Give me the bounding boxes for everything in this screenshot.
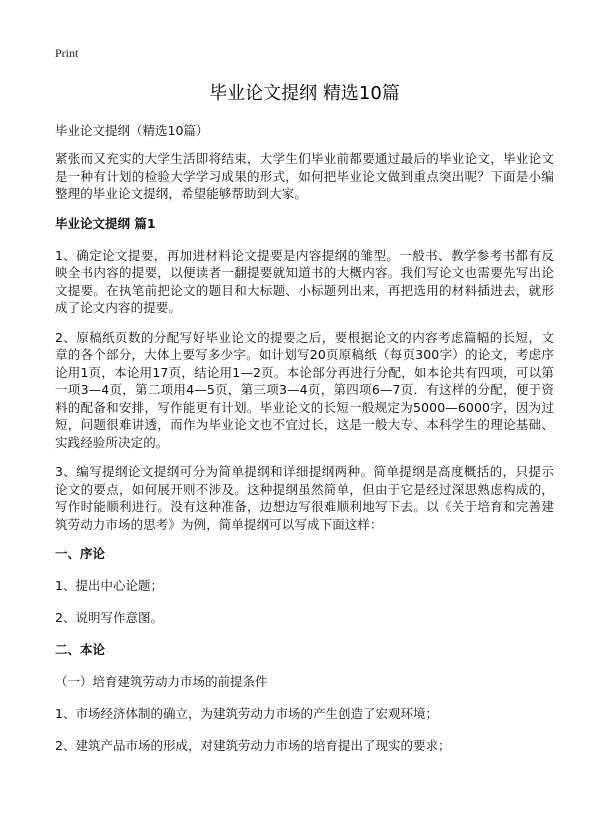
outline-item: 2、建筑产品市场的形成，对建筑劳动力市场的培育提出了现实的要求； [55,738,451,753]
outline-item: 1、提出中心论题； [55,578,163,593]
paragraph-2: 2、原稿纸页数的分配写好毕业论文的提要之后，要根据论文的内容考虑篇幅的长短，文章的各个部分，大体上要写多少字。如计划写20页原稿纸（每页300字）的论文，考虑序论用1页，本论用17页，结论用1—2页。本论部分再进行分配，如本论共有四项，可以第一项3—4页，第二项用4—5页，第三项3—4页，第四项6—7页．有这样的分配，便于资料的配备和安排，写作能更有计划。毕业论文的长短一般规定为5000—6000字，因为过短，问题很难讲透，而作为毕业论文也不宜过长，这是一般大专、本科学生的理论基础、实践经验所决定的。 [55,329,554,450]
outline-item: 1、市场经济体制的确立，为建筑劳动力市场的产生创造了宏观环境； [55,706,438,721]
outline-part2-heading: 二、本论 [55,642,106,657]
paragraph-1: 1、确定论文提要，再加进材料论文提要是内容提纲的雏型。一般书、教学参考书都有反映全书内容的提要，以便读者一翻提要就知道书的大概内容。我们写论文也需要先写出论文提要。在执笔前把论文的题目和大标题、小标题列出来，再把选用的材料插进去，就形成了论文内容的提要。 [55,247,554,315]
document-title: 毕业论文提纲 精选10篇 [209,83,400,104]
intro-paragraph: 紧张而又充实的大学生活即将结束，大学生们毕业前都要通过最后的毕业论文，毕业论文是一种有计划的检验大学学习成果的形式，如何把毕业论文做到重点突出呢？下面是小编整理的毕业论文提纲，希望能够帮助到大家。 [55,151,554,201]
document-subtitle: 毕业论文提纲（精选10篇） [55,123,209,138]
paragraph-3: 3、编写提纲论文提纲可分为简单提纲和详细提纲两种。简单提纲是高度概括的，只提示论文的要点，如何展开则不涉及。这种提纲虽然简单，但由于它是经过深思熟虑构成的，写作时能顺利进行。没有这种准备，边想边写很难顺利地写下去。以《关于培育和完善建筑劳动力市场的思考》为例，简单提纲可以写成下面这样： [55,464,554,532]
outline-part1-heading: 一、序论 [55,546,106,561]
outline-subheading: （一）培育建筑劳动力市场的前提条件 [55,674,268,689]
outline-item: 2、说明写作意图。 [55,610,163,625]
print-label[interactable]: Print [55,46,79,60]
section-heading: 毕业论文提纲 篇1 [55,215,156,231]
